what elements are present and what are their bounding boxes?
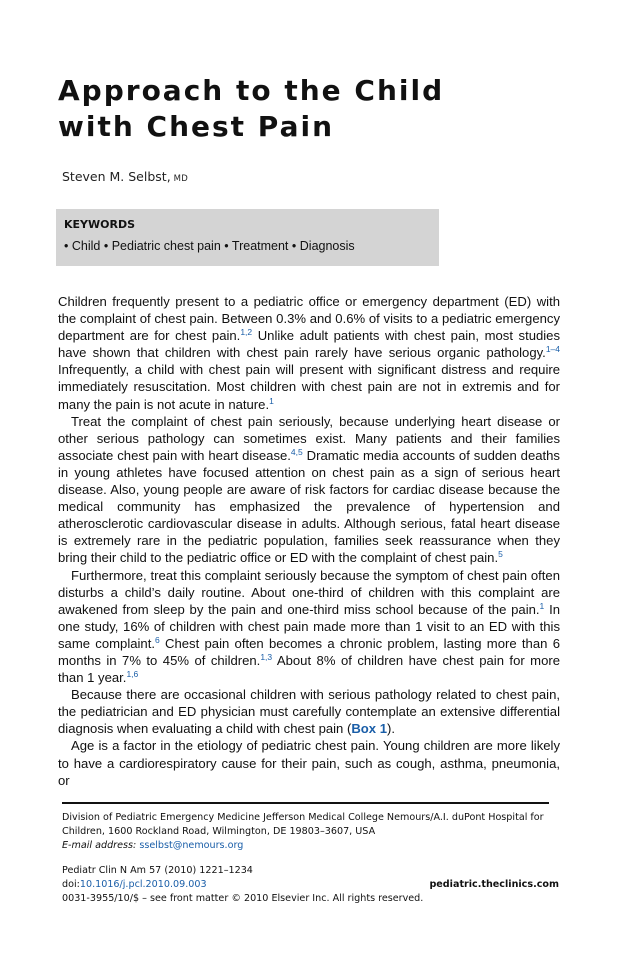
bullet-icon: • <box>64 239 72 253</box>
citation-link[interactable]: 1 <box>539 600 545 611</box>
author-line <box>62 169 188 184</box>
paragraph-4 <box>58 686 560 737</box>
citation-link[interactable]: 6 <box>154 634 160 645</box>
email-link[interactable]: sselbst@nemours.org <box>139 840 244 852</box>
paragraph-1 <box>58 293 560 413</box>
citation-link[interactable]: 1,6 <box>126 669 139 680</box>
article-body <box>58 293 560 789</box>
paragraph-text: Furthermore, treat this complaint seriously because the symptom of chest pain often disturbs a child’s daily routine. About one-third of children with this complaint are awakened from sleep by the pain and one-third miss school because of the pain. <box>58 567 560 617</box>
paragraph-text: Children frequently present to a pediatric office or emergency department (ED) with the complaint of chest pain. Between 0.3% and 0.6% of visits to a pediatric emergency department are for chest pain. <box>58 294 560 344</box>
paragraph-3 <box>58 567 560 687</box>
citation-link[interactable]: 4,5 <box>290 446 303 457</box>
doi-label: doi: <box>62 878 80 890</box>
journal-citation: Pediatr Clin N Am 57 (2010) 1221–1234 <box>62 864 253 876</box>
article-title <box>58 73 538 145</box>
paragraph-text: About 8% of children have chest pain for more than 1 year. <box>58 652 560 686</box>
citation-link[interactable]: 1,2 <box>240 327 253 338</box>
keyword-item: Pediatric chest pain <box>111 239 221 253</box>
citation-block <box>62 864 559 907</box>
citation-link[interactable]: 1,3 <box>260 651 273 662</box>
citation-link[interactable]: 5 <box>498 549 503 560</box>
paragraph-2 <box>58 413 560 567</box>
bullet-icon: • <box>224 239 232 253</box>
doi-link[interactable]: 10.1016/j.pcl.2010.09.003 <box>79 878 207 890</box>
paragraph-text: Dramatic media accounts of sudden deaths in young athletes have focused attention on chest pain as a sign of serious heart disease. Also, young people are aware of risk factors for cardiac disease because the medical community has emphasized the prevalence of hypertension and atherosclerotic cardiovascular disease in adults. Although serious, fatal heart disease is extremely rare in the pediatric population, families seek reassurance when they bring their child to the pediatric office or ED with the complaint of chest pain. <box>58 447 560 566</box>
paragraph-5: Age is a factor in the etiology of pediatric chest pain. Young children are more likely to have a cardiorespiratory cause for their pain, such as cough, asthma, pneumonia, or <box>58 738 560 788</box>
title-line-1: Approach to the Child <box>58 74 445 107</box>
keyword-item: Treatment <box>231 239 289 253</box>
author-name: Steven M. Selbst, <box>62 169 171 184</box>
keywords-list <box>64 239 355 253</box>
keyword-item: Child <box>71 239 101 253</box>
paragraph-text: Chest pain often becomes a chronic problem, lasting more than 6 months in 7% to 45% of children. <box>58 635 560 668</box>
paragraph-text: Infrequently, a child with chest pain will present with significant distress and require immediately resuscitation. Most children with chest pain are not in extremis and for many the pain is not acute in nature. <box>58 362 560 412</box>
keywords-heading: KEYWORDS <box>64 218 136 231</box>
article-footer <box>62 811 559 906</box>
title-line-2: with Chest Pain <box>58 110 334 143</box>
bullet-icon: • <box>103 239 112 253</box>
citation-link[interactable]: 1 <box>269 395 274 406</box>
affiliation: Division of Pediatric Emergency Medicine Jefferson Medical College Nemours/A.I. duPont Hospital for Children, 1600 Rockland Road, Wilmington, DE 19803–3607, USA <box>62 812 544 838</box>
journal-site-link[interactable]: pediatric.theclinics.com <box>429 878 559 890</box>
bullet-icon: • <box>291 239 300 253</box>
paragraph-text: ). <box>387 721 395 737</box>
email-label: E-mail address: <box>62 840 137 852</box>
keywords-box <box>56 209 439 266</box>
copyright-notice: 0031-3955/10/$ – see front matter © 2010 Elsevier Inc. All rights reserved. <box>62 893 424 905</box>
footer-divider <box>62 802 549 804</box>
keyword-item: Diagnosis <box>299 239 355 253</box>
author-degree: MD <box>173 174 189 184</box>
box-1-link[interactable]: Box 1 <box>351 721 387 737</box>
paragraph-text: Because there are occasional children with serious pathology related to chest pain, the pediatrician and ED physician must carefully contemplate an extensive differential diagnosis when evaluating a child with chest pain ( <box>58 687 560 737</box>
paragraph-text: Unlike adult patients with chest pain, most studies have shown that children with chest pain rarely have serious organic pathology. <box>58 328 561 361</box>
paragraph-text: Treat the complaint of chest pain seriously, because underlying heart disease or other serious pathology can sometimes exist. Many patients and their families associate chest pain with heart disease. <box>58 413 560 463</box>
citation-link[interactable]: 1–4 <box>545 344 560 355</box>
paragraph-text: In one study, 16% of children with chest pain made more than 1 visit to an ED with this same complaint. <box>58 601 560 651</box>
email-line <box>62 839 559 853</box>
